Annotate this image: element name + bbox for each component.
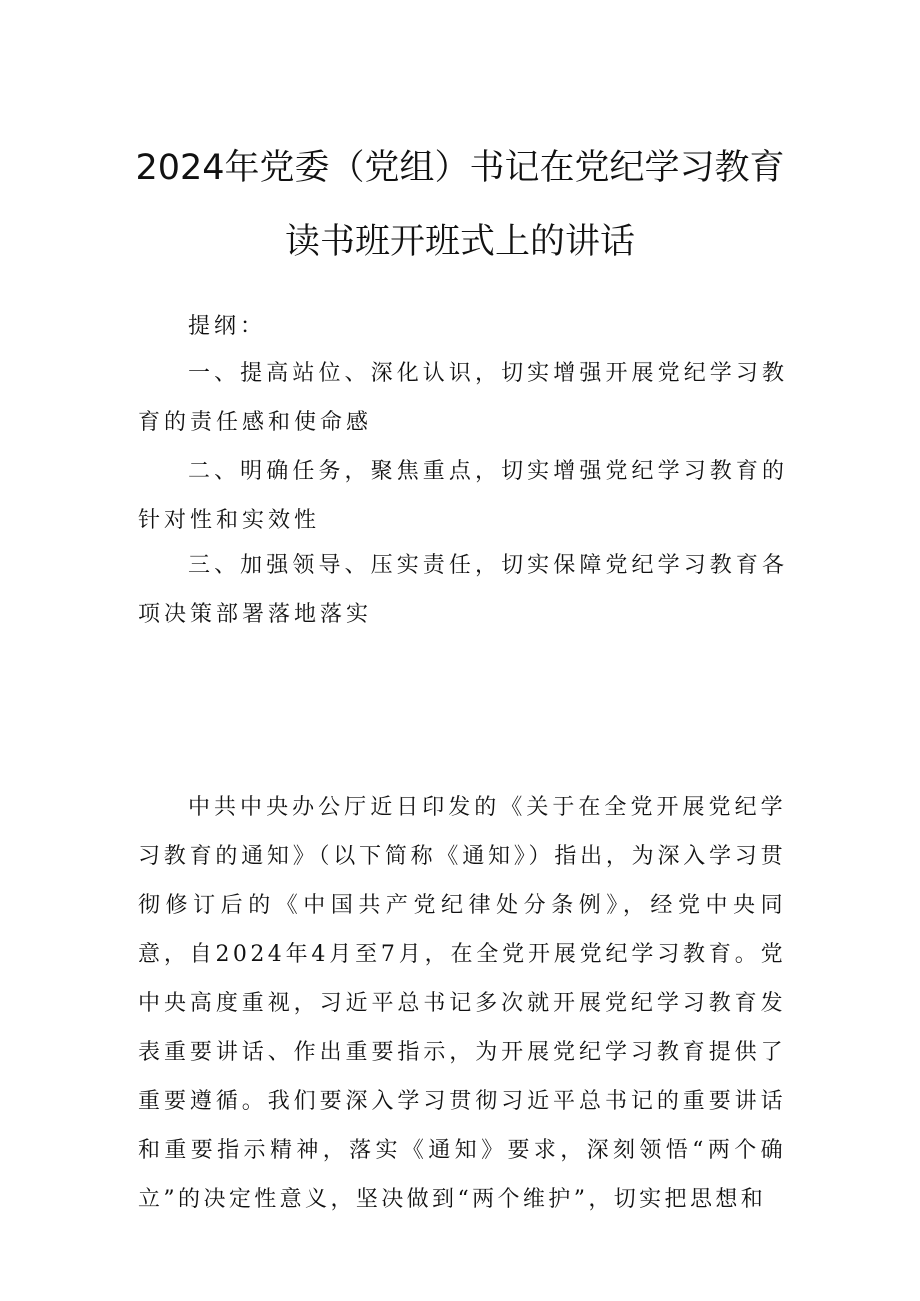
body-paragraph: 中共中央办公厅近日印发的《关于在全党开展党纪学习教育的通知》（以下简称《通知》）指出，为深入学习贯彻修订后的《中国共产党纪律处分条例》，经党中央同意，自2024年4月至7月，在全党开展党纪学习教育。党中央高度重视，习近平总书记多次就开展党纪学习教育发表重要讲话、作出重要指示，为开展党纪学习教育提供了重要遵循。我们要深入学习贯彻习近平总书记的重要讲话和重要指示精神，落实《通知》要求，深刻领悟“两个确立”的决定性意义，坚决做到“两个维护”，切实把思想和 bbox=[138, 795, 786, 1212]
outline-item-text: 一、提高站位、深化认识，切实增强开展党纪学习教育的责任感和使命感 bbox=[138, 361, 788, 435]
outline-item-text: 二、明确任务，聚焦重点，切实增强党纪学习教育的针对性和实效性 bbox=[138, 459, 788, 533]
outline-item-2 bbox=[138, 447, 788, 545]
outline-item-1 bbox=[138, 349, 788, 447]
document-title-line-1: 2024年党委（党组）书记在党纪学习教育 bbox=[135, 148, 785, 188]
outline-item-3 bbox=[138, 541, 788, 639]
outline-item-text: 三、加强领导、压实责任，切实保障党纪学习教育各项决策部署落地落实 bbox=[138, 553, 788, 627]
document-title-line-2: 读书班开班式上的讲话 bbox=[284, 222, 635, 262]
outline-label: 提纲： bbox=[188, 314, 267, 339]
